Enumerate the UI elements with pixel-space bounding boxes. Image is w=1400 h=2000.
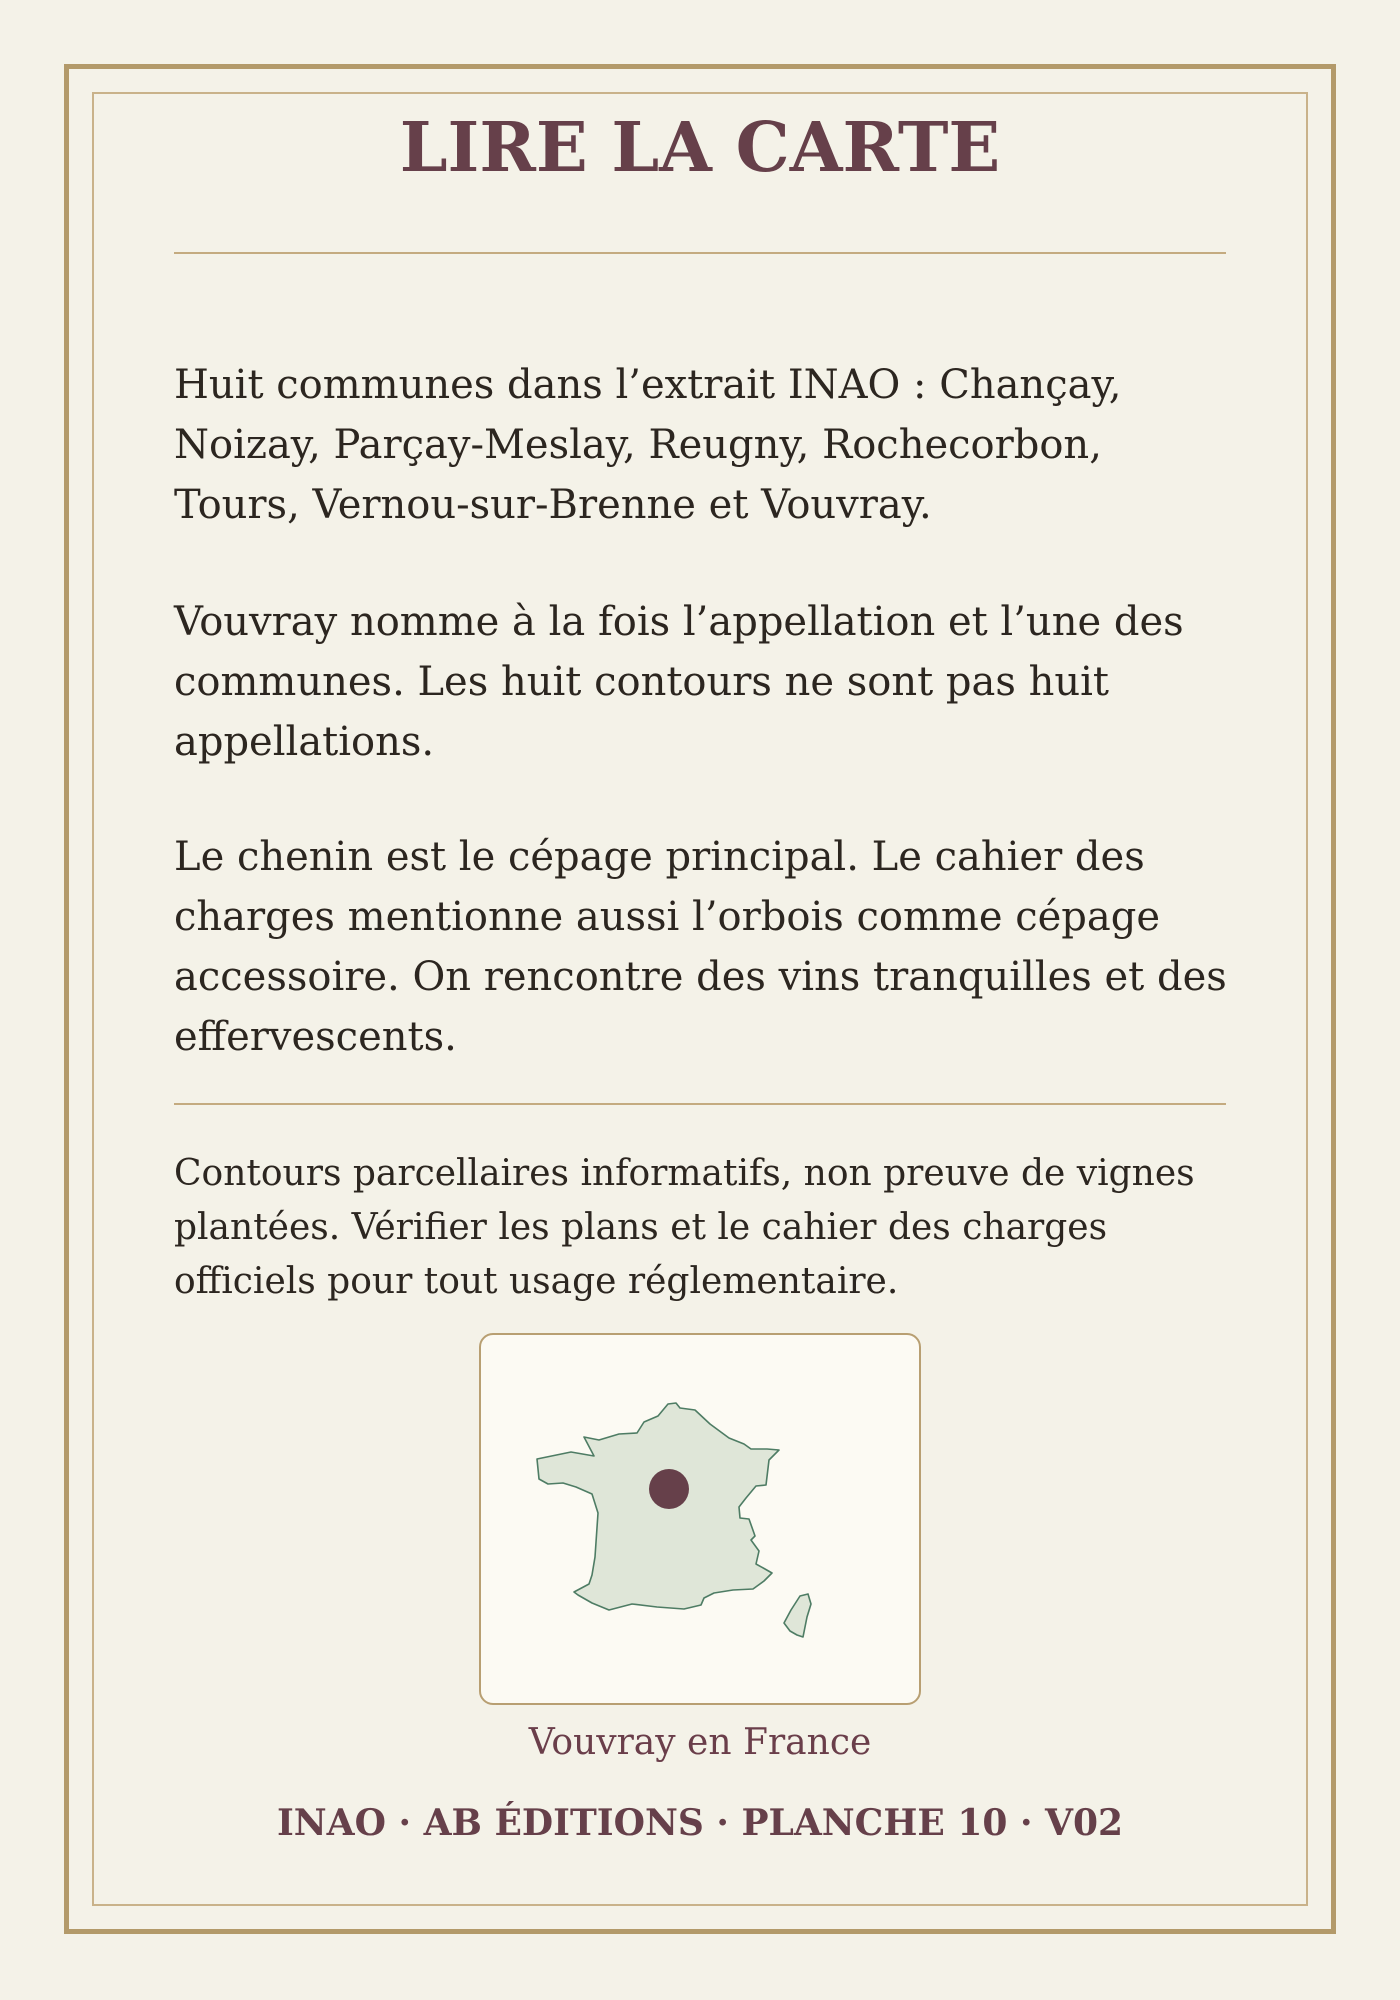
footer-credit: INAO · AB ÉDITIONS · PLANCHE 10 · V02 (276, 1802, 1124, 1844)
map-caption: Vouvray en France (528, 1722, 872, 1763)
divider-middle (174, 1103, 1226, 1105)
location-dot-icon (649, 1469, 689, 1509)
france-map-icon (481, 1335, 923, 1707)
disclaimer-note: Contours parcellaires informatifs, non preuve de vignes plantées. Vérifier les plans et le cahier des charges officiels pour tout usage réglementaire. (174, 1153, 1195, 1302)
france-mainland-shape (537, 1403, 779, 1610)
paragraph-cepages: Le chenin est le cépage principal. Le cahier des charges mentionne aussi l’orbois comme cépage accessoire. On rencontre des vins tranquilles et des effervescents. (174, 834, 1227, 1060)
paragraph-appellation: Vouvray nomme à la fois l’appellation et l’une des communes. Les huit contours ne sont pas huit appellations. (174, 599, 1184, 765)
paragraph-communes: Huit communes dans l’extrait INAO : Chançay, Noizay, Parçay-Meslay, Reugny, Rochecorbon, Tours, Vernou-sur-Brenne et Vouvray. (174, 362, 1122, 528)
corsica-shape (784, 1594, 811, 1637)
page-title: LIRE LA CARTE (399, 108, 1001, 188)
divider-top (174, 252, 1226, 254)
locator-map-card (479, 1333, 921, 1705)
